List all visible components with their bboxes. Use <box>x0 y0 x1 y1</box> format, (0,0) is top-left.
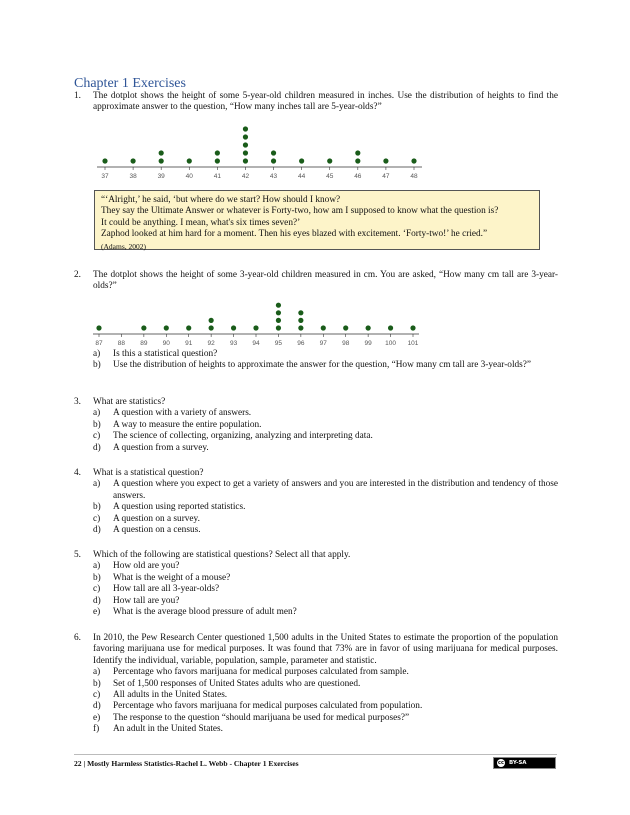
dotplot-tick-label: 37 <box>101 173 109 180</box>
adams-quote-box <box>94 190 540 250</box>
option-text: An adult in the United States. <box>113 724 223 735</box>
dotplot-dot <box>215 158 220 163</box>
question-3 <box>74 397 558 454</box>
option-item <box>93 690 558 701</box>
option-text: Is this a statistical question? <box>113 349 218 359</box>
dotplot-tick-label: 48 <box>410 173 418 180</box>
dotplot-dot <box>164 325 169 330</box>
option-text: Use the distribution of heights to approximate the answer for the question, “How many cm tall are 3-year-olds?” <box>113 360 532 371</box>
option-text: What is the weight of a mouse? <box>113 572 231 583</box>
dotplot-dot <box>253 325 258 330</box>
option-letter: c) <box>93 690 101 701</box>
option-item <box>93 431 558 442</box>
question-6 <box>74 633 558 736</box>
dotplot-tick-label: 92 <box>207 340 215 347</box>
question-2 <box>74 270 558 293</box>
page-title: Chapter 1 Exercises <box>74 76 186 91</box>
dotplot-dot <box>276 310 281 315</box>
option-text: How tall are all 3-year-olds? <box>113 584 220 595</box>
option-text: A question with a variety of answers. <box>113 408 252 419</box>
dotplot-tick-label: 38 <box>129 173 137 180</box>
question-text: Which of the following are statistical questions? Select all that apply. <box>93 550 351 560</box>
dotplot-dot <box>130 158 135 163</box>
dotplot-dot <box>209 325 214 330</box>
dotplot-tick-label: 42 <box>241 173 250 180</box>
question-number: 5. <box>74 550 81 560</box>
option-letter: a) <box>93 479 101 490</box>
dotplot-dot <box>231 325 236 330</box>
option-item <box>93 607 558 618</box>
dotplot-tick-label: 39 <box>157 173 165 180</box>
dotplot-dot <box>102 158 107 163</box>
quote-line: “‘Alright,’ he said, ‘but where do we start? How should I know? <box>101 195 341 205</box>
dotplot-dot <box>209 318 214 323</box>
dotplot-tick-label: 47 <box>382 173 390 180</box>
dotplot-dot <box>276 325 281 330</box>
dotplot-tick-label: 94 <box>252 340 260 347</box>
option-letter: f) <box>93 724 100 735</box>
option-item <box>93 420 558 431</box>
dotplot-dot <box>321 325 326 330</box>
option-letter: b) <box>93 502 101 513</box>
option-item <box>93 479 558 502</box>
dotplot-tick-label: 90 <box>162 340 170 347</box>
option-text: Percentage who favors marijuana for medical purposes calculated from population. <box>113 701 423 712</box>
question-text: The dotplot shows the height of some 3-year-old children measured in cm. You are asked, “How many cm tall are 3-year-olds?” <box>93 270 558 292</box>
dotplot-tick-label: 88 <box>117 340 126 347</box>
dotplot-tick-label: 87 <box>95 340 103 347</box>
option-text: A question on a census. <box>113 525 201 536</box>
page-footer: 22 | Mostly Harmless Statistics-Rachel L. Webb - Chapter 1 Exercises <box>74 759 299 768</box>
option-letter: e) <box>93 712 101 723</box>
dotplot-dot <box>271 158 276 163</box>
option-text: A question where you expect to get a variety of answers and you are interested in the distribution and tendency of those answers. <box>113 479 558 501</box>
cc-license-badge <box>493 757 556 769</box>
dotplot-dot <box>159 150 164 155</box>
dotplot-dot <box>243 142 248 147</box>
dotplot-tick-label: 45 <box>326 173 334 180</box>
question-text: In 2010, the Pew Research Center questioned 1,500 adults in the United States to estimate the proportion of the population favoring marijuana use for medical purposes. It was found that 73% are in favor of using marijuana for medical purposes. Identify the individual, variable, population, sample, parameter and statistic. <box>93 633 558 666</box>
option-item <box>93 573 558 584</box>
option-text: A way to measure the entire population. <box>113 419 262 430</box>
option-letter: d) <box>93 595 101 606</box>
dotplot-dot <box>383 158 388 163</box>
option-letter: a) <box>93 349 101 359</box>
question-text: What is a statistical question? <box>93 468 204 478</box>
dotplot-tick-label: 44 <box>298 173 306 180</box>
question-number: 6. <box>74 633 81 643</box>
option-text: A question using reported statistics. <box>113 502 246 513</box>
option-item <box>93 514 558 525</box>
dotplot-tick-label: 96 <box>297 340 305 347</box>
option-letter: b) <box>93 360 101 371</box>
dotplot-tick-label: 100 <box>385 340 397 347</box>
option-letter: d) <box>93 525 101 536</box>
dotplot-dot <box>355 150 360 155</box>
dotplot-dot <box>411 158 416 163</box>
option-item <box>93 349 558 360</box>
dotplot-dot <box>410 325 415 330</box>
dotplot-dot <box>271 150 276 155</box>
option-item <box>93 667 558 678</box>
dotplot-tick-label: 46 <box>354 173 362 180</box>
dotplot-dot <box>243 134 248 139</box>
dotplot-tick-label: 98 <box>342 340 350 347</box>
question-number: 1. <box>74 91 81 101</box>
option-letter: a) <box>93 408 101 419</box>
option-text: What is the average blood pressure of adult men? <box>113 607 297 618</box>
option-item <box>93 584 558 595</box>
question-text: The dotplot shows the height of some 5-year-old children measured in inches. Use the distribution of heights to find the approximate answer to the question, “How many inches tall are 5-year-olds?” <box>93 91 558 113</box>
dotplot-dot <box>243 126 248 131</box>
footer-divider <box>74 754 557 755</box>
option-letter: d) <box>93 701 101 712</box>
option-text: All adults in the United States. <box>113 690 228 701</box>
option-item <box>93 724 558 735</box>
dotplot-tick-label: 43 <box>269 173 278 180</box>
dotplot-5yo-inches <box>94 114 428 182</box>
option-letter: b) <box>93 419 101 430</box>
option-letter: b) <box>93 678 101 689</box>
dotplot-dot <box>243 158 248 163</box>
dotplot-tick-label: 91 <box>185 340 193 347</box>
question-1 <box>74 91 558 114</box>
question-5 <box>74 550 558 618</box>
option-item <box>93 502 558 513</box>
dotplot-dot <box>298 318 303 323</box>
dotplot-dot <box>159 158 164 163</box>
dotplot-dot <box>343 325 348 330</box>
dotplot-dot <box>141 325 146 330</box>
option-item <box>93 525 558 536</box>
dotplot-dot <box>186 325 191 330</box>
dotplot-dot <box>327 158 332 163</box>
option-letter: b) <box>93 572 101 583</box>
dotplot-dot <box>299 158 304 163</box>
dotplot-tick-label: 93 <box>229 340 238 347</box>
question-4 <box>74 468 558 536</box>
option-letter: e) <box>93 607 101 618</box>
option-letter: c) <box>93 431 101 442</box>
dotplot-tick-label: 89 <box>140 340 148 347</box>
license-label: BY-SA <box>509 760 527 766</box>
quote-line: Zaphod looked at him hard for a moment. Then his eyes blazed with excitement. ‘Forty-two!’ he cried.” <box>101 229 488 240</box>
dotplot-tick-label: 41 <box>213 173 221 180</box>
option-text: How old are you? <box>113 561 180 572</box>
dotplot-dot <box>276 318 281 323</box>
option-item <box>93 679 558 690</box>
option-item <box>93 360 558 371</box>
dotplot-tick-label: 99 <box>364 340 372 347</box>
dotplot-dot <box>243 150 248 155</box>
question-number: 3. <box>74 397 81 407</box>
option-letter: a) <box>93 561 101 572</box>
option-text: A question on a survey. <box>113 513 200 524</box>
option-text: Set of 1,500 responses of United States adults who are questioned. <box>113 678 361 689</box>
quote-line: They say the Ultimate Answer or whatever is Forty-two, how am I supposed to know what the question is? <box>101 206 499 217</box>
dotplot-tick-label: 40 <box>185 173 193 180</box>
option-item <box>93 443 558 454</box>
quote-citation: (Adams, 2002) <box>101 241 146 251</box>
option-text: A question from a survey. <box>113 442 209 453</box>
dotplot-dot <box>388 325 393 330</box>
dotplot-dot <box>215 150 220 155</box>
option-letter: c) <box>93 513 101 524</box>
cc-icon: cc <box>498 760 504 766</box>
dotplot-3yo-cm <box>91 298 431 350</box>
option-text: The response to the question “should marijuana be used for medical purposes?” <box>113 712 410 723</box>
dotplot-tick-label: 101 <box>407 340 419 347</box>
question-number: 4. <box>74 468 81 478</box>
quote-line: It could be anything. I mean, what's six times seven?’ <box>101 217 301 228</box>
dotplot-dot <box>298 310 303 315</box>
option-item <box>93 408 558 419</box>
dotplot-dot <box>298 325 303 330</box>
option-text: Percentage who favors marijuana for medical purposes calculated from sample. <box>113 667 409 678</box>
dotplot-dot <box>355 158 360 163</box>
dotplot-tick-label: 97 <box>319 340 327 347</box>
option-text: How tall are you? <box>113 595 180 606</box>
option-item <box>93 713 558 724</box>
option-item <box>93 596 558 607</box>
question-text: What are statistics? <box>93 397 166 407</box>
question-number: 2. <box>74 270 81 280</box>
dotplot-tick-label: 95 <box>274 340 283 347</box>
option-item <box>93 701 558 712</box>
dotplot-dot <box>187 158 192 163</box>
option-letter: d) <box>93 442 101 453</box>
dotplot-dot <box>96 325 101 330</box>
option-item <box>93 561 558 572</box>
option-letter: c) <box>93 584 101 595</box>
dotplot-dot <box>276 303 281 308</box>
question-2-options <box>74 349 558 372</box>
dotplot-dot <box>366 325 371 330</box>
option-letter: a) <box>93 667 101 678</box>
option-text: The science of collecting, organizing, analyzing and interpreting data. <box>113 431 373 442</box>
